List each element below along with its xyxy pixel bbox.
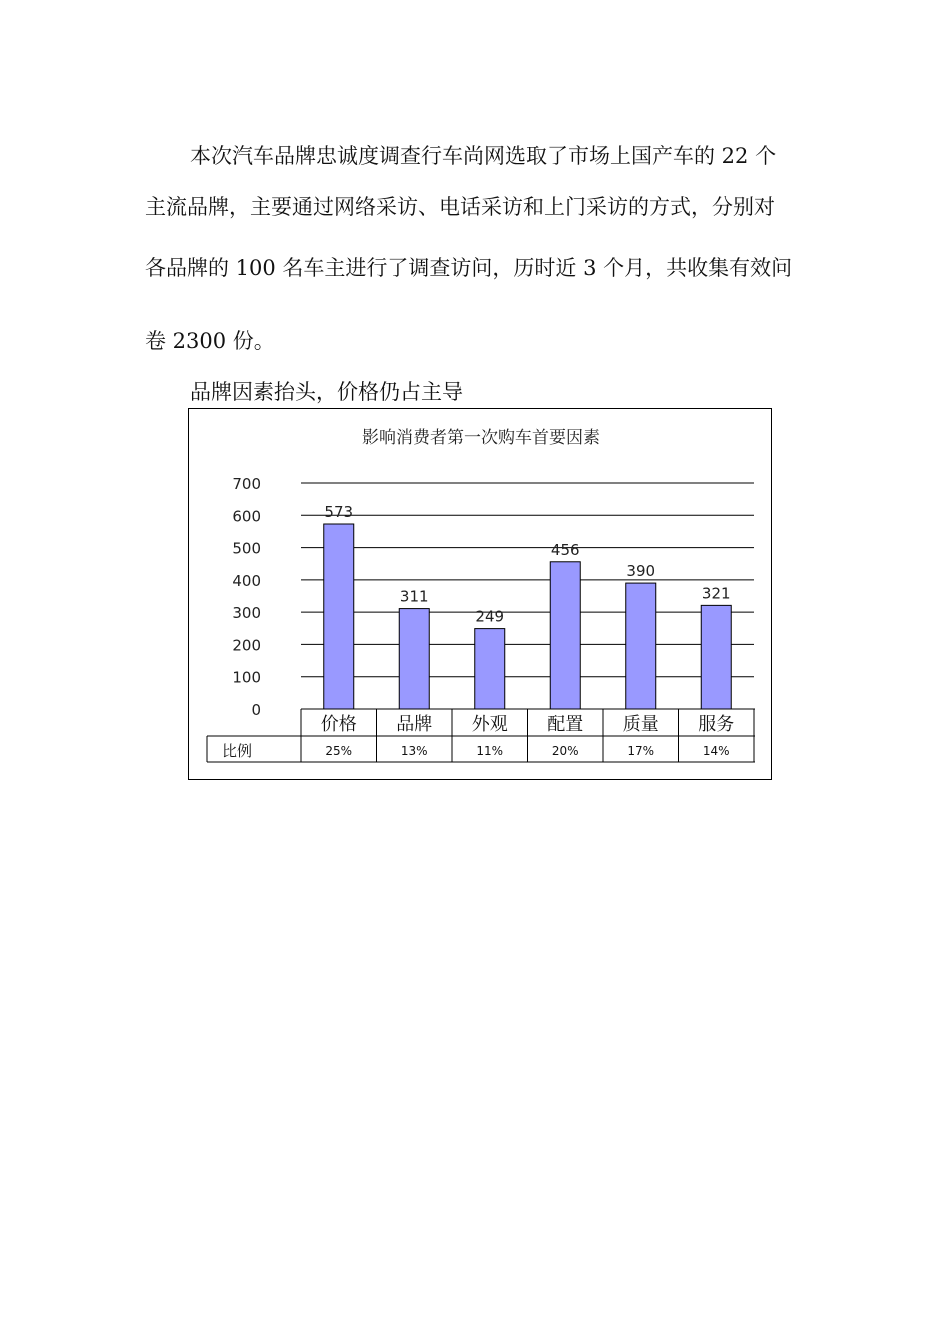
bar (701, 605, 731, 709)
x-tick-label: 价格 (320, 714, 357, 735)
x-tick-label: 品牌 (396, 714, 433, 735)
data-label: 321 (701, 584, 731, 603)
paragraph-line-2: 主流品牌，主要通过网络采访、电话采访和上门采访的方式，分别对 (145, 195, 775, 219)
y-tick-label: 500 (232, 539, 261, 558)
paragraph-line-1: 本次汽车品牌忠诚度调查行车尚网选取了市场上国产车的 22 个 (190, 144, 777, 168)
bar (324, 524, 354, 709)
y-tick-label: 700 (232, 475, 261, 493)
y-tick-label: 200 (232, 636, 261, 655)
x-tick-label: 外观 (471, 714, 508, 735)
y-tick-label: 100 (232, 668, 261, 687)
data-label: 311 (399, 587, 429, 606)
y-tick-label: 600 (232, 507, 261, 526)
y-tick-label: 400 (232, 571, 261, 590)
y-tick-label: 300 (232, 604, 261, 623)
bar (626, 583, 656, 709)
data-label: 390 (626, 562, 656, 581)
chart-figure (188, 408, 772, 780)
table-cell: 20% (551, 744, 579, 758)
bar-chart (189, 409, 773, 781)
section-caption: 品牌因素抬头，价格仍占主导 (190, 380, 463, 404)
data-label: 573 (324, 503, 354, 522)
table-row-label: 比例 (222, 742, 253, 760)
bar (475, 629, 505, 709)
paragraph-line-3: 各品牌的 100 名车主进行了调查访问，历时近 3 个月，共收集有效问 (145, 256, 793, 280)
table-cell: 25% (325, 744, 353, 758)
y-tick-label: 0 (251, 701, 261, 719)
chart-title: 影响消费者第一次购车首要因素 (362, 428, 600, 448)
table-cell: 14% (702, 744, 730, 758)
data-label: 249 (475, 607, 505, 626)
x-tick-label: 服务 (698, 714, 735, 735)
x-tick-label: 质量 (622, 714, 659, 735)
x-tick-label: 配置 (547, 714, 584, 735)
table-cell: 11% (476, 744, 504, 758)
data-label: 456 (550, 540, 580, 559)
table-cell: 13% (400, 744, 428, 758)
bar (550, 562, 580, 709)
paragraph-line-4: 卷 2300 份。 (145, 329, 275, 353)
bar (399, 609, 429, 709)
table-cell: 17% (627, 744, 655, 758)
